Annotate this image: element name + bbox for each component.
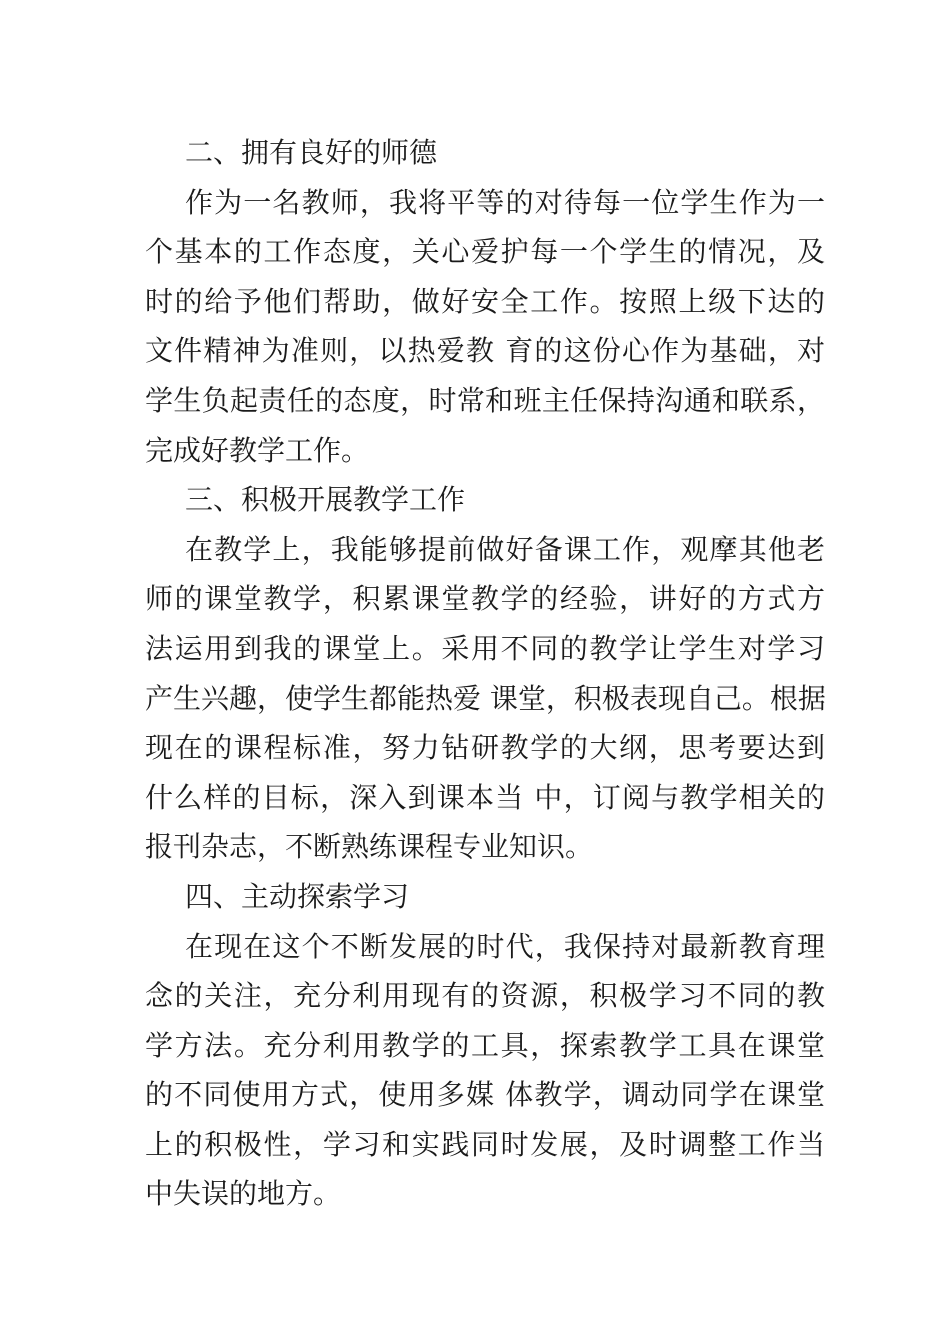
paragraph-line: 上的积极性，学习和实践同时发展，及时调整工作当 [145, 1127, 825, 1161]
paragraph-line: 学生负起责任的态度，时常和班主任保持沟通和联系， [145, 383, 825, 417]
paragraph-line: 文件精神为准则，以热爱教 育的这份心作为基础，对 [145, 334, 825, 368]
paragraph-line: 念的关注，充分利用现有的资源，积极学习不同的教 [145, 979, 825, 1013]
paragraph-line: 完成好教学工作。 [145, 433, 370, 467]
paragraph-line: 在教学上，我能够提前做好备课工作，观摩其他老 [185, 532, 825, 566]
paragraph-line: 在现在这个不断发展的时代，我保持对最新教育理 [185, 929, 825, 963]
paragraph-line: 法运用到我的课堂上。采用不同的教学让学生对学习 [145, 631, 825, 665]
paragraph-line: 时的给予他们帮助，做好安全工作。按照上级下达的 [145, 284, 825, 318]
section-heading: 三、积极开展教学工作 [185, 483, 466, 517]
paragraph-line: 报刊杂志，不断熟练课程专业知识。 [145, 830, 594, 864]
section-heading: 二、拥有良好的师德 [185, 136, 438, 169]
paragraph-line: 个基本的工作态度，关心爱护每一个学生的情况，及 [145, 235, 825, 269]
paragraph-line: 师的课堂教学，积累课堂教学的经验，讲好的方式方 [145, 582, 825, 616]
section-heading: 四、主动探索学习 [185, 879, 410, 913]
paragraph-line: 作为一名教师，我将平等的对待每一位学生作为一 [185, 185, 825, 219]
paragraph-line: 产生兴趣，使学生都能热爱 课堂，积极表现自己。根据 [145, 681, 826, 715]
paragraph-line: 学方法。充分利用教学的工具，探索教学工具在课堂 [145, 1028, 825, 1062]
document-body [145, 128, 825, 1219]
paragraph-line: 什么样的目标，深入到课本当 中，订阅与教学相关的 [145, 780, 825, 814]
paragraph-line: 中失误的地方。 [145, 1177, 342, 1211]
paragraph-line: 现在的课程标准，努力钻研教学的大纲，思考要达到 [145, 731, 825, 765]
paragraph-line: 的不同使用方式，使用多媒 体教学，调动同学在课堂 [145, 1078, 825, 1112]
